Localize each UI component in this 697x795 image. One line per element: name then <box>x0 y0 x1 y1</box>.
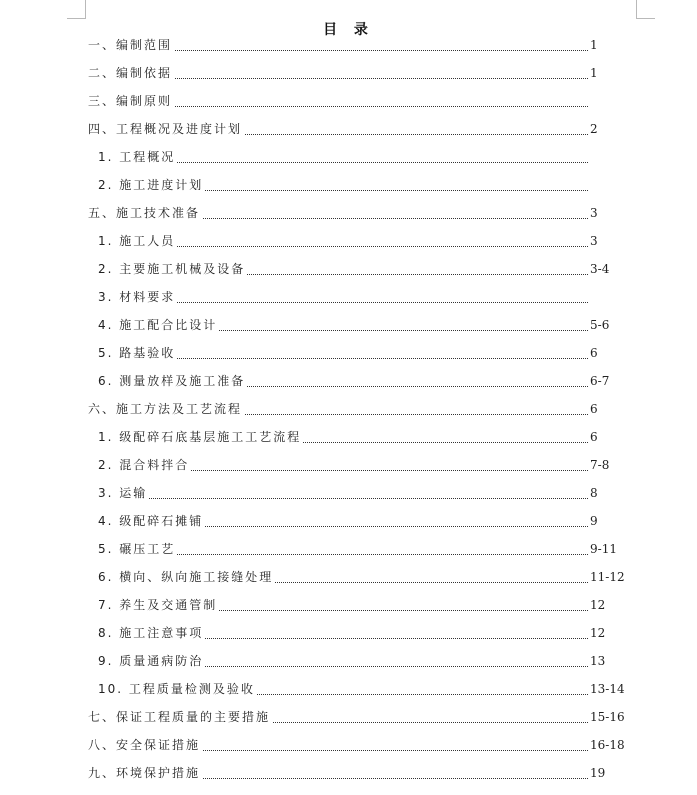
page-corner-mark-left <box>67 0 86 19</box>
toc-entry-label: 7. 养生及交通管制 <box>98 594 219 616</box>
toc-entry-page: 8 <box>590 486 598 500</box>
toc-entry[interactable] <box>0 706 697 728</box>
toc-title: 目 录 <box>323 22 374 38</box>
toc-entry[interactable] <box>0 174 697 196</box>
toc-entry-page: 6 <box>590 430 598 444</box>
toc-entry-page: 5-6 <box>590 318 610 332</box>
toc-entry-page: 15-16 <box>590 710 625 724</box>
toc-entry-label: 6. 横向、纵向施工接缝处理 <box>98 566 275 588</box>
toc-entry[interactable] <box>0 678 697 700</box>
toc-entry-page: 7-8 <box>590 458 610 472</box>
toc-entry[interactable] <box>0 398 697 420</box>
toc-entry-label: 八、安全保证措施 <box>88 734 202 756</box>
toc-entry[interactable] <box>0 650 697 672</box>
toc-entry-page: 11-12 <box>590 570 625 584</box>
toc-entry-label: 3. 材料要求 <box>98 286 177 308</box>
toc-entry[interactable] <box>0 762 697 784</box>
toc-entry[interactable] <box>0 482 697 504</box>
toc-entry[interactable] <box>0 34 697 56</box>
toc-entry[interactable] <box>0 90 697 112</box>
toc-entry-label: 8. 施工注意事项 <box>98 622 205 644</box>
toc-entry[interactable] <box>0 118 697 140</box>
toc-entry-label: 四、工程概况及进度计划 <box>88 118 244 140</box>
toc-entry-page: 6 <box>590 346 598 360</box>
toc-entry-label: 9. 质量通病防治 <box>98 650 205 672</box>
toc-entry[interactable] <box>0 594 697 616</box>
toc-entry-page: 3-4 <box>590 262 610 276</box>
toc-entry-label: 二、编制依据 <box>88 62 174 84</box>
toc-entry[interactable] <box>0 258 697 280</box>
toc-entry-label: 1. 工程概况 <box>98 146 177 168</box>
toc-entry[interactable] <box>0 566 697 588</box>
toc-entry-label: 六、施工方法及工艺流程 <box>88 398 244 420</box>
toc-entry-page: 16-18 <box>590 738 625 752</box>
toc-entry-page: 1 <box>590 38 598 52</box>
toc-entry[interactable] <box>0 734 697 756</box>
toc-entry[interactable] <box>0 62 697 84</box>
toc-dot-leader <box>98 498 588 499</box>
toc-entry-label: 2. 施工进度计划 <box>98 174 205 196</box>
toc-entry-page: 13-14 <box>590 682 625 696</box>
toc-entry-label: 4. 施工配合比设计 <box>98 314 219 336</box>
toc-entry-page: 1 <box>590 66 598 80</box>
toc-entry[interactable] <box>0 314 697 336</box>
toc-entry[interactable] <box>0 230 697 252</box>
toc-entry[interactable] <box>0 454 697 476</box>
toc-entry-label: 1. 施工人员 <box>98 230 177 252</box>
toc-entry[interactable] <box>0 146 697 168</box>
toc-entry-label: 6. 测量放样及施工准备 <box>98 370 247 392</box>
page-corner-mark-right <box>636 0 655 19</box>
toc-entry[interactable] <box>0 342 697 364</box>
toc-entry-label: 4. 级配碎石摊铺 <box>98 510 205 532</box>
toc-entry[interactable] <box>0 426 697 448</box>
toc-entry-page: 19 <box>590 766 606 780</box>
toc-entry-label: 5. 路基验收 <box>98 342 177 364</box>
toc-entry[interactable] <box>0 510 697 532</box>
toc-entry[interactable] <box>0 370 697 392</box>
toc-entry-label: 10. 工程质量检测及验收 <box>98 678 257 700</box>
toc-entry-page: 6 <box>590 402 598 416</box>
toc-entry[interactable] <box>0 286 697 308</box>
toc-entry-label: 2. 主要施工机械及设备 <box>98 258 247 280</box>
toc-entry-label: 5. 碾压工艺 <box>98 538 177 560</box>
toc-entry-page: 12 <box>590 626 606 640</box>
toc-entry[interactable] <box>0 622 697 644</box>
toc-entry-page: 2 <box>590 122 598 136</box>
toc-entry-label: 三、编制原则 <box>88 90 174 112</box>
toc-entry-label: 一、编制范围 <box>88 34 174 56</box>
toc-entry-label: 七、保证工程质量的主要措施 <box>88 706 272 728</box>
toc-entry-label: 1. 级配碎石底基层施工工艺流程 <box>98 426 303 448</box>
toc-entry-page: 3 <box>590 206 598 220</box>
toc-entry-page: 13 <box>590 654 606 668</box>
toc-entry-page: 3 <box>590 234 598 248</box>
toc-entry-label: 2. 混合料拌合 <box>98 454 191 476</box>
toc-entry-page: 12 <box>590 598 606 612</box>
toc-entry[interactable] <box>0 202 697 224</box>
toc-entry-label: 五、施工技术准备 <box>88 202 202 224</box>
toc-entry-label: 3. 运输 <box>98 482 149 504</box>
toc-entry-page: 6-7 <box>590 374 610 388</box>
toc-entry-page: 9 <box>590 514 598 528</box>
toc-entry-label: 九、环境保护措施 <box>88 762 202 784</box>
toc-entry[interactable] <box>0 538 697 560</box>
toc-entry-page: 9-11 <box>590 542 617 556</box>
